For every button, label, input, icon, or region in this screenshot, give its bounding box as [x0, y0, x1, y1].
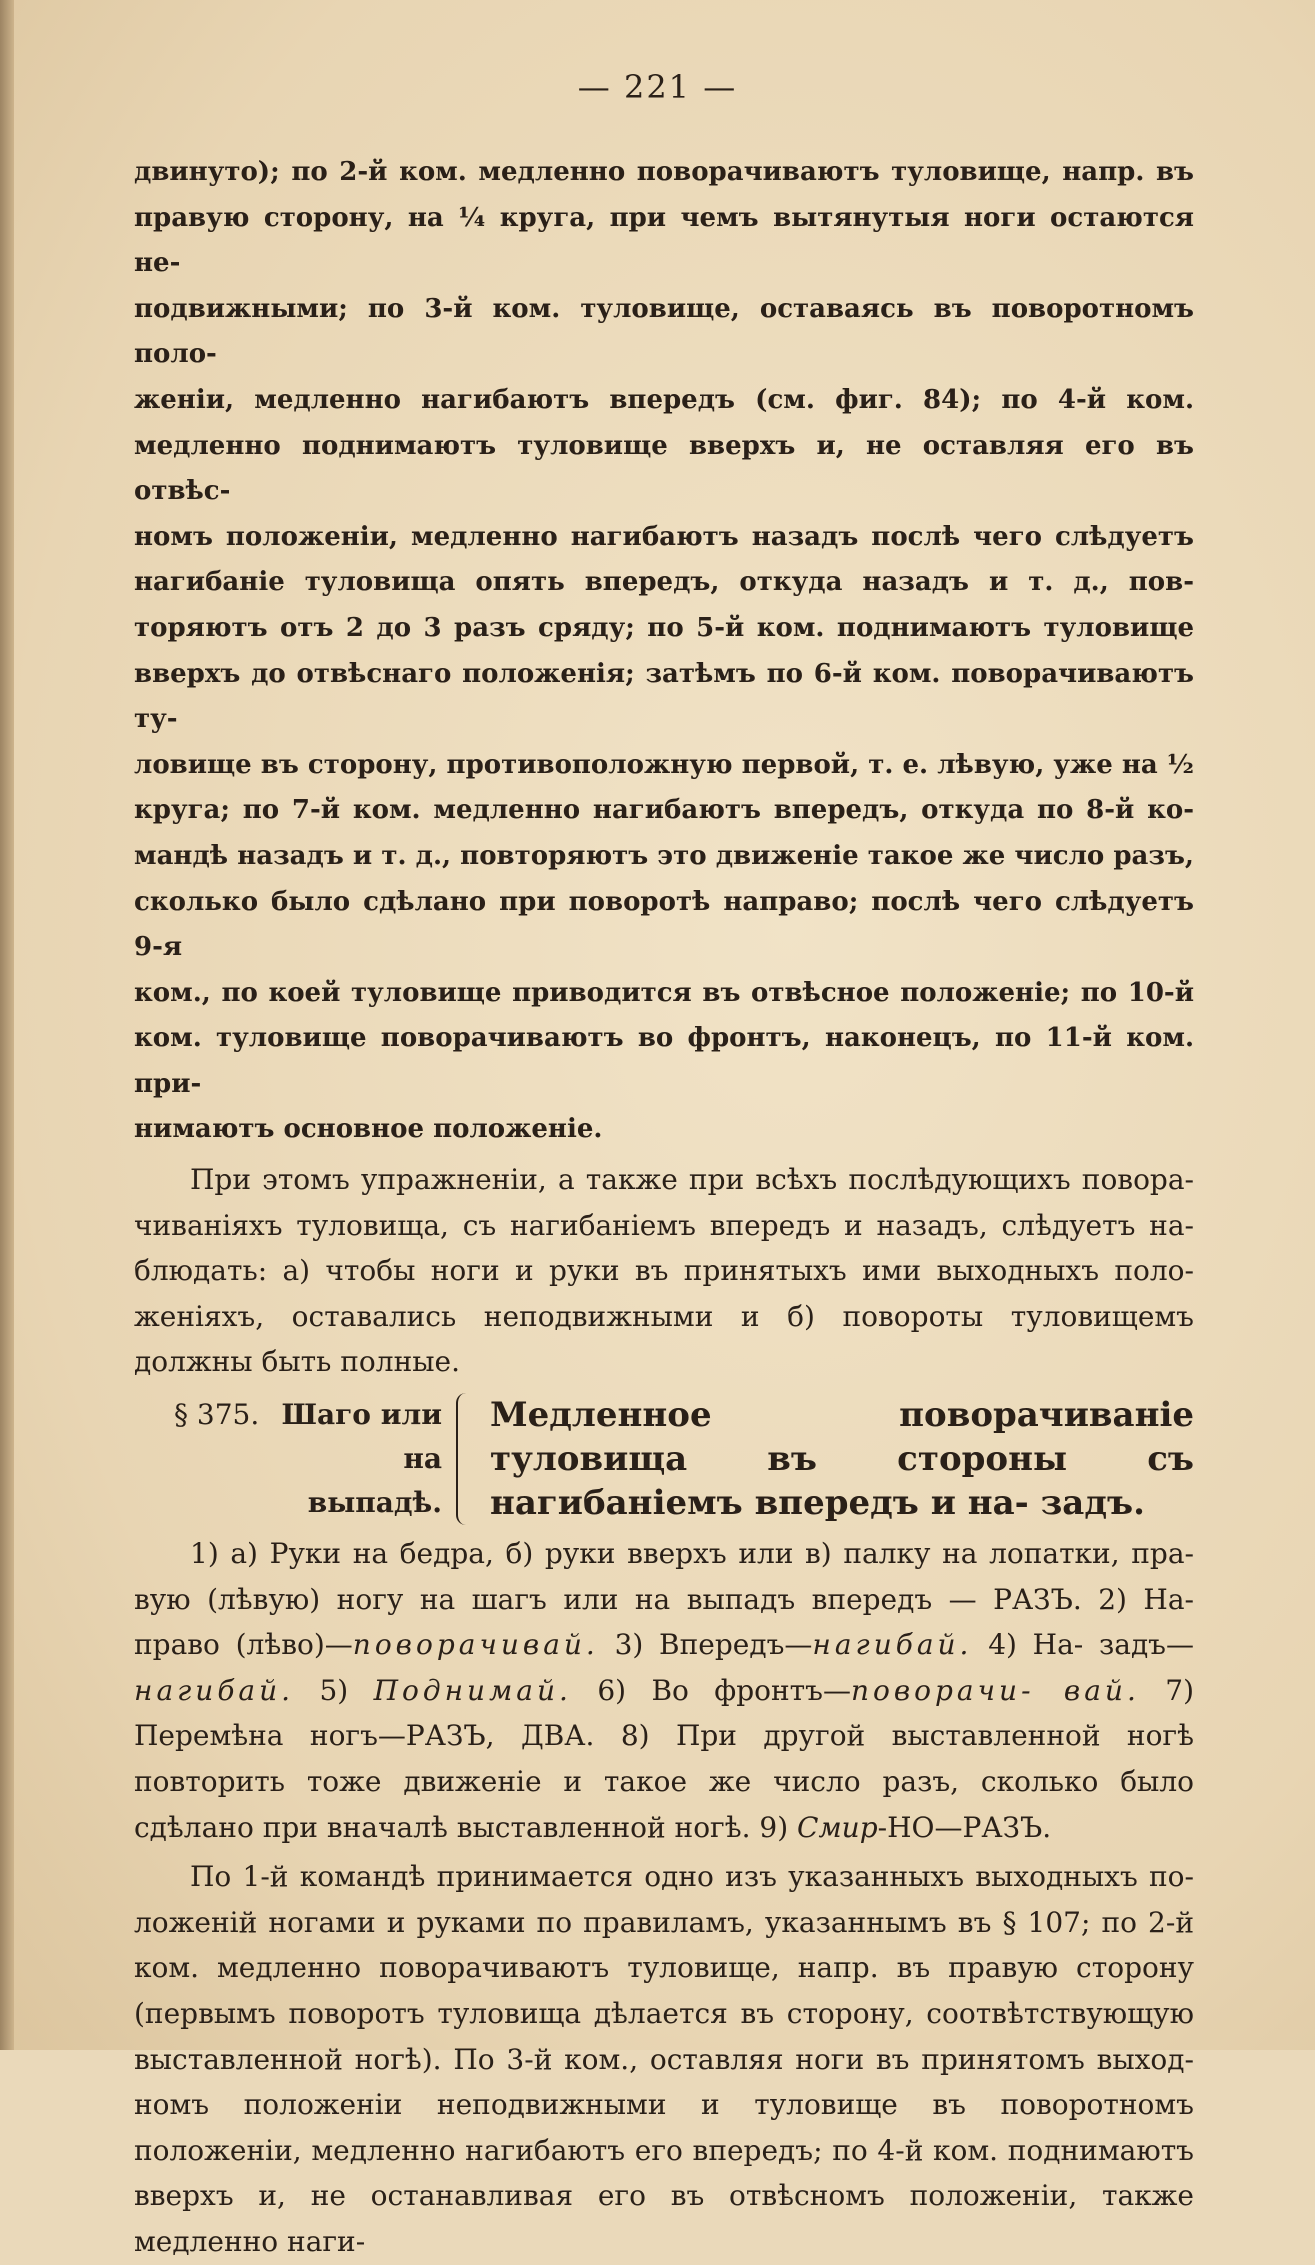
command-text: 7) Перемѣна ногъ—РАЗЪ, ДВА. 8) При другой выставленной ногѣ повторить тоже движеніе и такое же число разъ, сколько было сдѣлано при вначалѣ выставленной ногѣ. 9): [134, 1673, 1194, 1844]
section-header: [134, 1393, 1194, 1525]
text-line: правую сторону, на ¼ круга, при чемъ вытянутыя ноги остаются не-: [134, 202, 1194, 279]
text-line: мандѣ назадъ и т. д., повторяютъ это движеніе такое же число разъ,: [134, 840, 1194, 871]
text-line: вверхъ до отвѣснаго положенія; затѣмъ по 6-й ком. поворачиваютъ ту-: [134, 658, 1194, 735]
command-text: 6) Во фронтъ—: [571, 1673, 851, 1707]
command-text: 5): [294, 1673, 374, 1707]
text-line: сколько было сдѣлано при поворотѣ направо; послѣ чего слѣдуетъ 9-я: [134, 886, 1194, 963]
text-line: нимаютъ основное положеніе.: [134, 1114, 603, 1145]
section-type-line3: выпадѣ.: [307, 1486, 442, 1520]
command-word: Поднимай.: [373, 1673, 572, 1707]
text-line: торяютъ отъ 2 до 3 разъ сряду; по 5-й ком. поднимаютъ туловище: [134, 612, 1194, 643]
command-text: 1) а) Руки на бедра, б) руки вверхъ или в) палку на лопатки, пра- вую (лѣвую) ногу на шагъ или на выпадъ впередъ — РАЗЪ. 2) На- право (лѣво)—: [134, 1537, 1194, 1662]
paragraph-explanation: По 1-й командѣ принимается одно изъ указанныхъ выходныхъ по- ложеній ногами и руками по правиламъ, указаннымъ въ § 107; по 2-й ком. медленно поворачиваютъ туловище, напр. въ правую сторону (первымъ поворотъ туловища дѣлается въ сторону, соотвѣтствующую выставленной ногѣ). По 3-й ком., оставляя ноги въ принятомъ выход- номъ положеніи неподвижными и туловище въ поворотномъ положеніи, медленно нагибаютъ его впередъ; по 4-й ком. поднимаютъ вверхъ и, не останавливая его въ отвѣсномъ положеніи, также медленно наги-: [134, 1860, 1194, 2258]
page-text: [134, 150, 1194, 2265]
text-line: круга; по 7-й ком. медленно нагибаютъ впередъ, откуда по 8-й ко-: [134, 795, 1194, 826]
page-number: — 221 —: [577, 68, 738, 106]
section-meta: [134, 1393, 456, 1525]
text-line: нагибаніе туловища опять впередъ, откуда назадъ и т. д., пов-: [134, 567, 1194, 598]
text-line: ком., по коей туловище приводится въ отвѣсное положеніе; по 10-й: [134, 977, 1194, 1008]
command-word: поворачивай.: [352, 1628, 599, 1662]
paragraph-commands: [134, 1531, 1194, 1850]
section-number: § 375.: [174, 1398, 260, 1432]
text-line: номъ положеніи, медленно нагибаютъ назадъ послѣ чего слѣдуетъ: [134, 521, 1194, 552]
section-brace: [456, 1393, 476, 1525]
command-text: -НО—РАЗЪ.: [877, 1810, 1052, 1844]
command-word: поворачи- вай.: [850, 1673, 1140, 1707]
command-word: нагибай.: [812, 1628, 973, 1662]
command-word: нагибай.: [134, 1673, 295, 1707]
paragraph-observation-rules: При этомъ упражненіи, а также при всѣхъ послѣдующихъ повора- чиваніяхъ туловища, съ нагибаніемъ впередъ и назадъ, слѣдуетъ на- блюдать: а) чтобы ноги и руки въ принятыхъ ими выходныхъ поло- женіяхъ, оставались неподвижными и б) повороты туловищемъ должны быть полные.: [134, 1163, 1194, 1379]
text-line: подвижными; по 3-й ком. туловище, оставаясь въ поворотномъ поло-: [134, 293, 1194, 370]
page-spine-shadow: [0, 0, 14, 2050]
text-line: медленно поднимаютъ туловище вверхъ и, не оставляя его въ отвѣс-: [134, 430, 1194, 507]
command-word: Смир: [797, 1810, 878, 1844]
text-line: ловище въ сторону, противоположную первой, т. е. лѣвую, уже на ½: [134, 749, 1194, 780]
section-type-line2: на: [403, 1442, 442, 1476]
text-line: ком. туловище поворачиваютъ во фронтъ, наконецъ, по 11-й ком. при-: [134, 1023, 1194, 1099]
command-text: 3) Впередъ—: [598, 1628, 813, 1662]
text-line: женіи, медленно нагибаютъ впередъ (см. фиг. 84); по 4-й ком.: [134, 384, 1194, 415]
section-type-line1: Шаго или: [281, 1398, 442, 1432]
command-text: 4) На- задъ—: [972, 1628, 1194, 1662]
section-title: Медленное поворачиваніе туловища въ стороны съ нагибаніемъ впередъ и на- задъ.: [490, 1395, 1194, 1524]
paragraph-continuation: [134, 150, 1194, 1153]
text-line: двинуто); по 2-й ком. медленно поворачиваютъ туловище, напр. въ: [134, 157, 1194, 187]
